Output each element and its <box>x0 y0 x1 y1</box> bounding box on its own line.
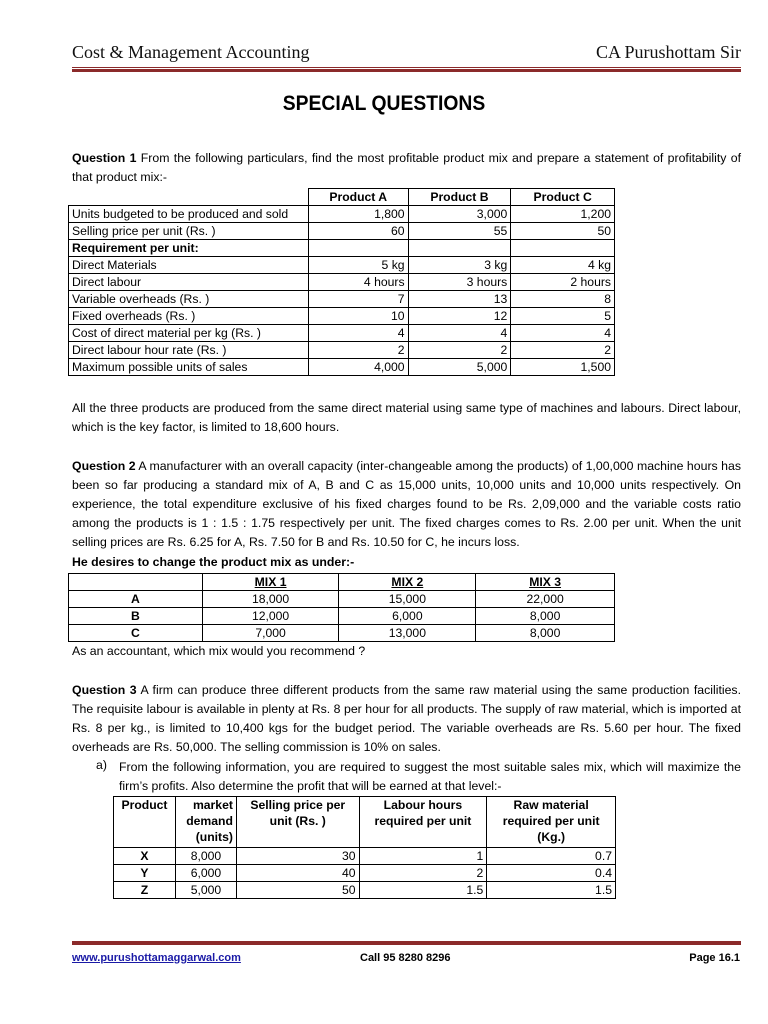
table-row <box>69 274 615 291</box>
table-cell: 2 <box>511 342 615 359</box>
table-cell: 10 <box>308 308 408 325</box>
table-cell: 8,000 <box>476 625 615 642</box>
question-3-label: Question 3 <box>72 683 137 697</box>
row-label: Cost of direct material per kg (Rs. ) <box>69 325 309 342</box>
row-label: A <box>69 591 203 608</box>
table-row <box>114 882 616 899</box>
footer-phone: Call 95 8280 8296 <box>360 952 451 964</box>
row-label: Z <box>114 882 176 899</box>
question-1-table <box>68 188 615 376</box>
table-cell: 30 <box>236 848 359 865</box>
header-rule <box>72 67 741 72</box>
table-cell <box>308 240 408 257</box>
table-header-cell: MIX 1 <box>202 574 339 591</box>
table-header-cell: Product <box>114 797 176 848</box>
table-cell: 13 <box>408 291 511 308</box>
table-cell: 18,000 <box>202 591 339 608</box>
table-cell: 1,500 <box>511 359 615 376</box>
table-cell <box>69 574 203 591</box>
question-2-text <box>72 457 741 552</box>
table-cell: 3 kg <box>408 257 511 274</box>
table-row <box>69 240 615 257</box>
table-row <box>114 865 616 882</box>
table-cell: 2 <box>359 865 487 882</box>
row-label: X <box>114 848 176 865</box>
row-label: Maximum possible units of sales <box>69 359 309 376</box>
table-cell: 1 <box>359 848 487 865</box>
table-cell: 2 <box>408 342 511 359</box>
question-2-label: Question 2 <box>72 459 136 473</box>
table-cell: 13,000 <box>339 625 476 642</box>
table-cell: 50 <box>511 223 615 240</box>
table-header-cell: market demand (units) <box>175 797 236 848</box>
row-label: Direct labour hour rate (Rs. ) <box>69 342 309 359</box>
table-row <box>114 848 616 865</box>
row-label: Direct labour <box>69 274 309 291</box>
table-header-row <box>69 574 615 591</box>
table-cell: 4 hours <box>308 274 408 291</box>
table-cell: 8 <box>511 291 615 308</box>
table-cell: 6,000 <box>339 608 476 625</box>
footer-page-number: Page 16.1 <box>689 952 740 964</box>
table-cell: 0.4 <box>487 865 616 882</box>
row-label: Y <box>114 865 176 882</box>
table-row <box>69 206 615 223</box>
header-author: CA Purushottam Sir <box>595 42 741 62</box>
table-cell: 50 <box>236 882 359 899</box>
table-row <box>69 257 615 274</box>
row-label: C <box>69 625 203 642</box>
table-row <box>69 308 615 325</box>
question-2-body: A manufacturer with an overall capacity (inter-changeable among the products) of 1,00,000 machine hours has been so far producing a standard mix of A, B and C as 15,000 units, 10,000 units and 10,000 units respectively. On experience, the total expenditure exclusive of his fixed charges found to be Rs. 2,09,000 and the variable costs ratio among the products is 1 : 1.5 : 1.75 respectively per unit. The fixed charges comes to Rs. 2.00 per unit. When the unit selling prices are Rs. 6.25 for A, Rs. 7.50 for B and Rs. 10.50 for C, he incurs loss. <box>72 459 742 549</box>
footer-rule <box>72 940 741 945</box>
table-header-cell: Selling price per unit (Rs. ) <box>236 797 359 848</box>
row-label: Direct Materials <box>69 257 309 274</box>
question-3-text <box>72 681 741 757</box>
table-cell: 4 kg <box>511 257 615 274</box>
table-cell <box>69 189 309 206</box>
table-header-row <box>69 189 615 206</box>
table-cell: 5,000 <box>175 882 236 899</box>
table-cell: 7 <box>308 291 408 308</box>
question-2-subhead: He desires to change the product mix as under:- <box>72 555 355 569</box>
question-1-body: From the following particulars, find the most profitable product mix and prepare a statement of profitability of that product mix:- <box>72 151 741 184</box>
table-row <box>69 223 615 240</box>
row-label: Units budgeted to be produced and sold <box>69 206 309 223</box>
table-cell: 5 kg <box>308 257 408 274</box>
table-header-cell: MIX 3 <box>476 574 615 591</box>
table-cell: 12 <box>408 308 511 325</box>
row-label: Variable overheads (Rs. ) <box>69 291 309 308</box>
table-cell: 5 <box>511 308 615 325</box>
table-header-cell: Product B <box>408 189 511 206</box>
table-cell <box>408 240 511 257</box>
table-row <box>69 591 615 608</box>
table-header-cell: Labour hours required per unit <box>359 797 487 848</box>
table-cell: 6,000 <box>175 865 236 882</box>
question-1-note: All the three products are produced from the same direct material using same type of machines and labours. Direct labour, which is the key factor, is limited to 18,600 hours. <box>72 401 741 434</box>
table-cell: 40 <box>236 865 359 882</box>
table-cell: 8,000 <box>476 608 615 625</box>
table-cell: 60 <box>308 223 408 240</box>
table-cell: 1.5 <box>487 882 616 899</box>
question-2-table <box>68 573 615 642</box>
footer-website-link[interactable]: www.purushottamaggarwal.com <box>72 952 241 964</box>
table-cell: 55 <box>408 223 511 240</box>
page-header <box>72 42 741 68</box>
table-header-cell: Product C <box>511 189 615 206</box>
table-cell: 4 <box>308 325 408 342</box>
table-cell: 2 <box>308 342 408 359</box>
table-cell: 1,200 <box>511 206 615 223</box>
header-book-title: Cost & Management Accounting <box>72 42 310 62</box>
table-cell: 15,000 <box>339 591 476 608</box>
table-cell: 3,000 <box>408 206 511 223</box>
row-label: Selling price per unit (Rs. ) <box>69 223 309 240</box>
table-cell: 2 hours <box>511 274 615 291</box>
table-header-cell: MIX 2 <box>339 574 476 591</box>
table-cell: 4 <box>511 325 615 342</box>
table-cell: 4 <box>408 325 511 342</box>
list-marker-a: a) <box>96 758 107 772</box>
table-row <box>69 625 615 642</box>
question-3-body: A firm can produce three different products from the same raw material using the same production facilities. The requisite labour is available in plenty at Rs. 8 per hour for all products. The supply of raw material, which is imported at Rs. 8 per kg., is limited to 10,400 kgs for the budget period. The variable overheads are Rs. 5.60 per hour. The fixed overheads are Rs. 50,000. The selling commission is 10% on sales. <box>72 683 741 754</box>
row-label: B <box>69 608 203 625</box>
table-cell: 7,000 <box>202 625 339 642</box>
table-cell: 1.5 <box>359 882 487 899</box>
question-3-item-a: From the following information, you are required to suggest the most suitable sales mix, which will maximize the firm’s profits. Also determine the profit that will be earned at that level:- <box>119 760 741 793</box>
table-cell: 0.7 <box>487 848 616 865</box>
table-cell: 4,000 <box>308 359 408 376</box>
table-row <box>69 342 615 359</box>
page-title: SPECIAL QUESTIONS <box>282 92 486 115</box>
table-row <box>69 325 615 342</box>
table-row <box>69 608 615 625</box>
table-cell: 5,000 <box>408 359 511 376</box>
question-1-text <box>72 149 741 187</box>
table-cell: 8,000 <box>175 848 236 865</box>
table-header-row <box>114 797 616 848</box>
row-label: Requirement per unit: <box>69 240 309 257</box>
table-cell: 22,000 <box>476 591 615 608</box>
question-1-label: Question 1 <box>72 151 137 165</box>
table-header-cell: Product A <box>308 189 408 206</box>
table-header-cell: Raw material required per unit (Kg.) <box>487 797 616 848</box>
table-cell: 12,000 <box>202 608 339 625</box>
question-3-table <box>113 796 616 899</box>
table-row <box>69 291 615 308</box>
question-2-note: As an accountant, which mix would you recommend ? <box>72 644 366 658</box>
row-label: Fixed overheads (Rs. ) <box>69 308 309 325</box>
table-row <box>69 359 615 376</box>
table-cell <box>511 240 615 257</box>
table-cell: 3 hours <box>408 274 511 291</box>
table-cell: 1,800 <box>308 206 408 223</box>
